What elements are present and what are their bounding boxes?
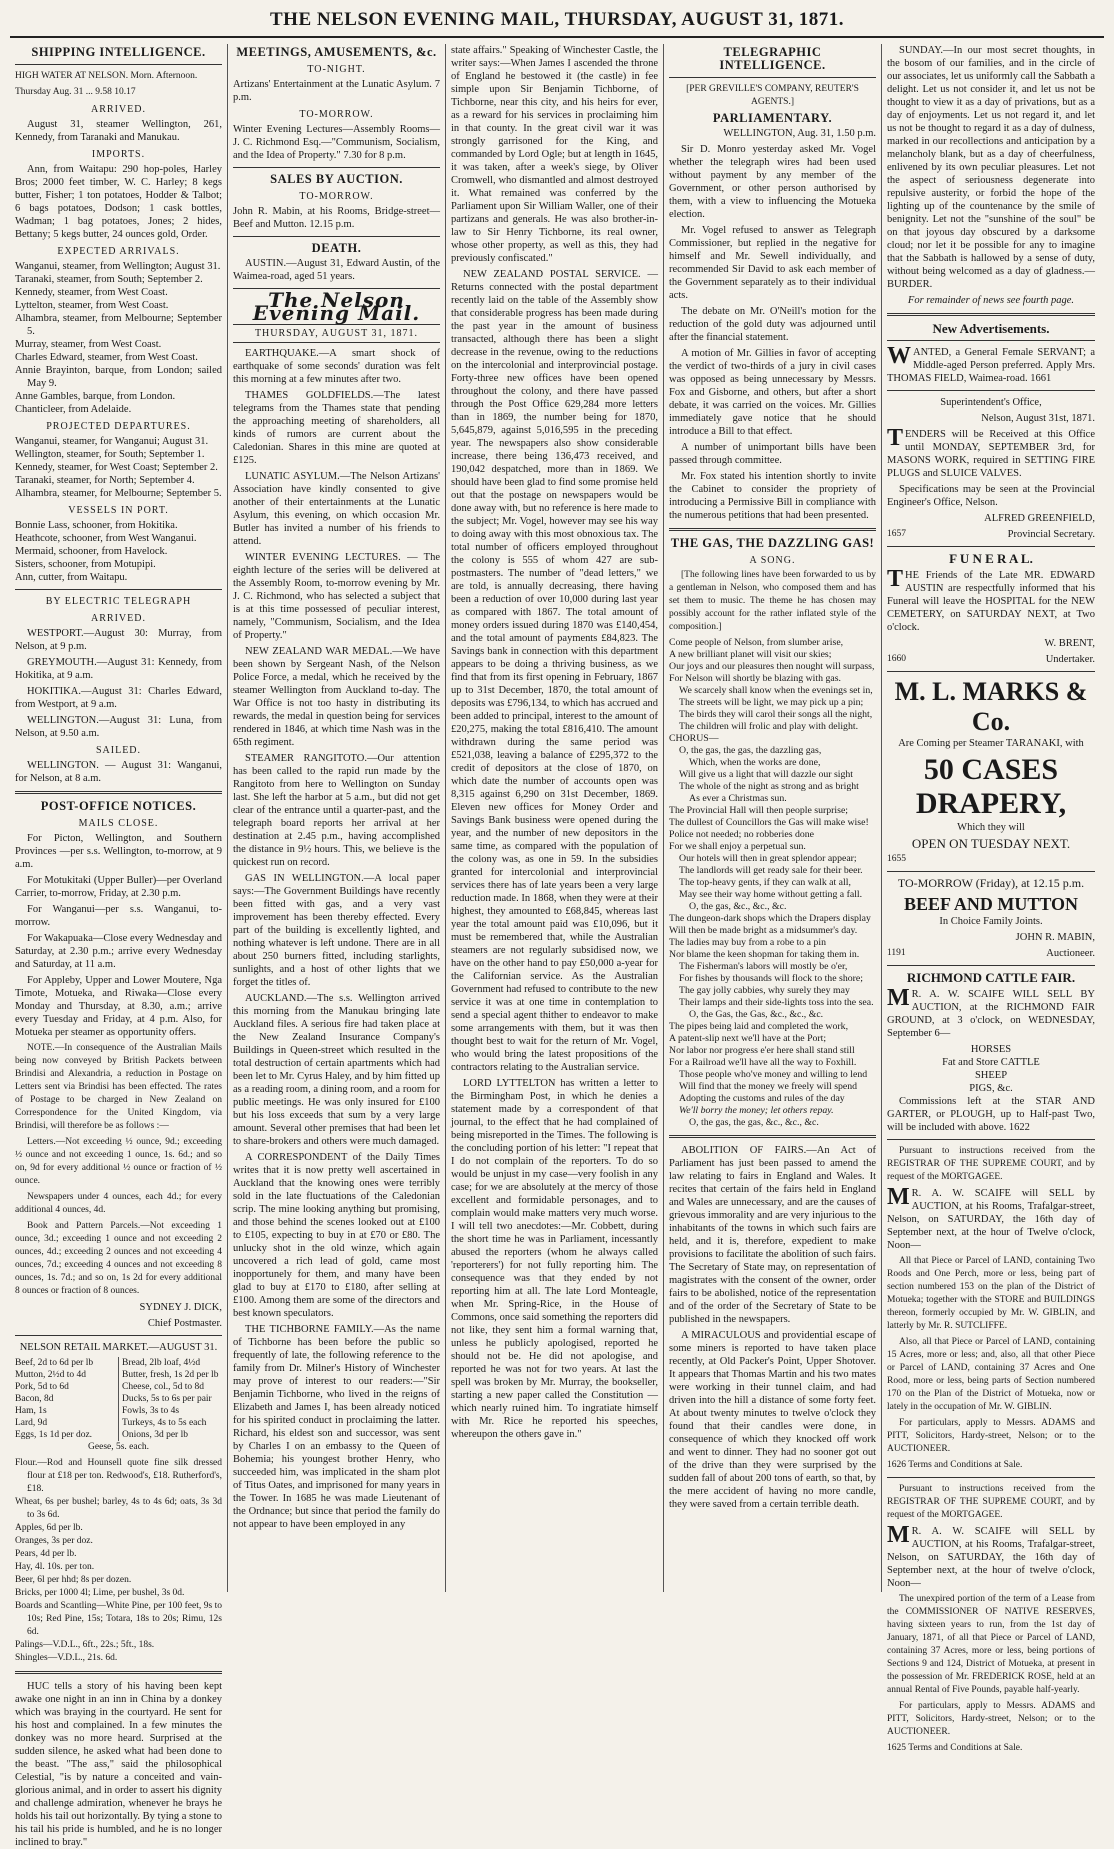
- mabin-role: Auctioneer.: [1046, 948, 1095, 959]
- column-1: [10, 44, 228, 1848]
- marks-ad-drapery: 50 CASES DRAPERY,: [915, 753, 1067, 820]
- divider: [233, 236, 440, 237]
- terms-line: 1626 Terms and Conditions at Sale.: [887, 1460, 1023, 1470]
- list-item: Sisters, schooner, from Motupipi.: [15, 559, 156, 570]
- divider: [669, 1135, 876, 1138]
- verse-line: The streets will be light, we may pick up a pin;: [679, 697, 864, 708]
- verse-line: Police not needed; no robberies done: [669, 829, 815, 840]
- list-item: HOKITIKA.—August 31: Charles Edward, from Westport, at 9 a.m.: [15, 686, 222, 710]
- scaife-ad: MR. A. W. SCAIFE will SELL by AUCTION, at his Rooms, Trafalgar-street, Nelson, on SATURDAY, the 16th day of September next, at the hour of twelve o'clock, Noon—: [887, 1522, 1095, 1589]
- lease-lot: The unexpired portion of the term of a Lease from the COMMISSIONER OF NATIVE RESERVES, having sixteen years to run, from the 1st day of January, 1871, of all that Piece or Parcel of LAND, containing 37 Acres, more or less, being portions of Sections 9 and 124, District of Motueka, at present in the possession of Mr. FREDERICK ROSE, held at an annual Rental of Five Pounds, payable half-yearly.: [887, 1594, 1095, 1695]
- signature-row: [887, 947, 1095, 960]
- list-item: For Wanganui—per s.s. Wanganui, to-morrow.: [15, 904, 222, 928]
- postage-note: NOTE.—In consequence of the Australian Mails being now conveyed by British Packets between Brindisi and Alexandria, a reduction in Postage on Letters sent via Brindisi has been effected. The rates of Postage to be charged in New Zealand on Correspondence for the United Kingdom, via Brindisi, will therefore be as follows :—: [15, 1043, 222, 1131]
- market-item: Lard, 9d: [15, 1418, 48, 1428]
- list-item: Annie Brayinton, barque, from London; sailed May 9.: [15, 365, 222, 389]
- verse-line: O, the gas, the gas, &c., &c., &c.: [689, 1117, 819, 1128]
- signature-row: [887, 653, 1095, 666]
- verse-line: For fishes by thousands will flock to the shore;: [679, 973, 863, 984]
- news-paragraph: EARTHQUAKE.—A smart shock of earthquake of some seconds' duration was felt this morning at a few minutes after two.: [233, 348, 440, 385]
- telegraph-source: [PER GREVILLE'S COMPANY, REUTER'S AGENTS.]: [686, 84, 859, 107]
- verse-line: May see their way home without getting a fall.: [679, 889, 863, 900]
- list-item: WESTPORT.—August 30: Murray, from Nelson, at 9 p.m.: [15, 628, 222, 652]
- divider: [887, 340, 1095, 341]
- sales-text: John R. Mabin, at his Rooms, Bridge-street—Beef and Mutton. 12.15 p.m.: [233, 206, 440, 230]
- tomorrow-ad: TO-MORROW (Friday), at 12.15 p.m.: [897, 876, 1085, 890]
- market-item: Oranges, 3s per doz.: [15, 1536, 93, 1546]
- list-item: Anne Gambles, barque, from London.: [15, 391, 176, 402]
- specifications-text: Specifications may be seen at the Provincial Engineer's Office, Nelson.: [887, 484, 1095, 508]
- column-3: [446, 44, 664, 1592]
- superintendent-date: Nelson, August 31st, 1871.: [981, 413, 1095, 424]
- telegraphic-title: TELEGRAPHIC INTELLIGENCE.: [719, 45, 826, 72]
- scaife-ad: MR. A. W. SCAIFE will SELL by AUCTION, at his Rooms, Trafalgar-street, Nelson, on SATURDAY, the 16th day of September next, at the hour of Twelve o'clock, Noon—: [887, 1184, 1095, 1251]
- list-item: Kennedy, steamer, for West Coast; September 2.: [15, 462, 218, 473]
- verse-line: We'll borry the money; let others repay.: [679, 1105, 834, 1116]
- expected-heading: EXPECTED ARRIVALS.: [57, 246, 180, 257]
- market-item: Fowls, 3s to 4s: [122, 1406, 180, 1416]
- remainder-note: For remainder of news see fourth page.: [907, 295, 1075, 306]
- mails-heading: MAILS CLOSE.: [78, 818, 159, 829]
- beef-mutton-heading: BEEF AND MUTTON: [903, 894, 1079, 914]
- divider: [15, 1335, 222, 1336]
- divider: [887, 671, 1095, 672]
- verse-line: Nor labor nor progress e'er here shall stand still: [669, 1045, 855, 1056]
- news-paragraph: A MIRACULOUS and providential escape of some miners is reported to have taken place recently, at Old Packer's Point, Upper Shotover. It appears that Thomas Martin and his two mates were working in their tunnel claim, and had driven into the hill a distance of some forty feet. At about twenty minutes to twelve o'clock they found that their candles were done, in consequence of which they knocked off work and went to dinner. They had no sooner got out of the drive than they were surprised by the sudden fall of about 200 tons of earth, so that, by the mere accident of having no more candle, they were saved from a certain terrible death.: [669, 1330, 876, 1510]
- news-paragraph: ABOLITION OF FAIRS.—An Act of Parliament has just been passed to amend the law relating to fairs in England and Wales. It recites that certain of the fairs held in England and Wales are unnecessary, and are the causes of grievous immorality and are very injurious to the inhabitants of the towns in which such fairs are held, and it is, therefore, expedient to make provisions to facilitate the abolition of such fairs. The Secretary of State may, on representation of magistrates with the consent of the owner, order fairs to be abolished, notice of the representation and of the order of the Secretary of State to be published in the newspapers.: [669, 1145, 876, 1325]
- paper-date: THURSDAY, AUGUST 31, 1871.: [233, 324, 440, 343]
- list-item: Taranaki, steamer, from South; September 2.: [15, 274, 203, 285]
- verse-line: Their lamps and their side-lights toss into the sea.: [679, 997, 874, 1008]
- list-item: Heathcote, schooner, from West Wanganui.: [15, 533, 197, 544]
- verse-line: The dullest of Councillors the Gas will make wise!: [669, 817, 869, 828]
- cattle-fair-title: RICHMOND CATTLE FAIR.: [906, 970, 1076, 985]
- letters-rates: Letters.—Not exceeding ½ ounce, 9d.; exceeding ½ ounce and not exceeding 1 ounce, 1s. 6d.; and so on, 9d for every additional ½ ounce or fraction of ½ ounce.: [15, 1137, 222, 1186]
- list-item: Alhambra, steamer, for Melbourne; September 5.: [15, 488, 222, 499]
- mabin-signature: JOHN R. MABIN,: [1015, 932, 1095, 943]
- land-lot: Also, all that Piece or Parcel of LAND, containing 15 Acres, more or less; and, also, all that other Piece or Parcel of LAND, containing 37 Acres and One Rood, more or less, being parts of Section numbered 170 on the Plan of the District of Motueka, now or lately in the occupation of Mr. W. GIBLIN.: [887, 1337, 1095, 1412]
- news-paragraph: WINTER EVENING LECTURES. — The eighth lecture of the series will be delivered at the Assembly Room, to-morrow evening by Mr. J. C. Richmond, who has selected a subject that is at this time possessed of peculiar interest, namely, "Communism, Socialism, and the Idea of Property.": [233, 552, 440, 641]
- pursuant-text: Pursuant to instructions received from the REGISTRAR OF THE SUPREME COURT, and by request of the MORTGAGEE.: [887, 1146, 1095, 1182]
- tomorrow-heading: TO-MORROW.: [299, 109, 374, 120]
- list-item: Bonnie Lass, schooner, from Hokitika.: [15, 520, 178, 531]
- news-paragraph: Mr. Fox stated his intention shortly to invite the Cabinet to consider the propriety of introducing a Permissive Bill in compliance with the numerous petitions that had been presented.: [669, 471, 876, 521]
- telegraph-heading: BY ELECTRIC TELEGRAPH: [45, 596, 192, 607]
- huc-anecdote: HUC tells a story of his having been kept awake one night in an inn in China by a donkey which was braying in the courtyard. He sent for his host and complained. In a few minutes the donkey was no more heard. Surprised at the sudden silence, he asked what had been done to the beast. "The ass," said the philosophical Celestial, "is by nature a conceited and vain-glorious animal, and in order to assert his dignity and challenge admiration, whenever he brays he holds his tail out horizontally. By tying a stone to his tail his pride is humbled, and he is no longer inclined to bray.": [15, 1681, 222, 1848]
- verse-line: Our joys and our pleasures then nought will surpass,: [669, 661, 875, 672]
- high-water-header: HIGH WATER AT NELSON. Morn. Afternoon.: [15, 71, 198, 81]
- verse-line: The gay jolly cabbies, why surely they may: [679, 985, 850, 996]
- tenders-ad: TENDERS will be Received at this Office until MONDAY, SEPTEMBER 3rd, for MASONS WORK, required in SETTING FIRE PLUGS and SLUICE VALVES.: [887, 425, 1095, 479]
- verse-line: The top-heavy gents, if they can walk at all,: [679, 877, 851, 888]
- verse-line: Will then be made bright as a midsummer's day.: [669, 925, 858, 936]
- news-paragraph: LORD LYTTELTON has written a letter to the Birmingham Post, in which he denies a statement made by a correspondent of that journal, to the effect that he had complained of being misreported in the Times. The following is the concluding portion of his letter: "I repeat that I do not complain of the reporters. To do so would be unjust in my case—very foolish in any case; for we are absolutely at the mercy of those excellent and formidable personages, and to complain would make matters very much worse. I will tell two anecdotes:—Mr. Cobbett, during the short time he was in Parliament, incessantly abused the reporters (whom he always called 'reporterers') for not fully reporting him. The consequence was that they ended by not reporting him at all. The late Lord Monteagle, when Mr. Spring-Rice, in the House of Commons, once said something the reporters did not like, they sent him a formal warning that, unless he publicly apologised, reported he should not be. He did not apologise, and reported he was not for two years. At last the spell was broken by Mr. Murray, the bookseller, starting a new paper called the Constitution — which nearly ruined him. To ingratiate himself with Mr. Rice he reported his speeches, whereupon the others gave in.": [451, 1078, 658, 1440]
- list-item: For Motukitaki (Upper Buller)—per Overland Carrier, to-morrow, Friday, at 2.30 p.m.: [15, 875, 222, 899]
- market-item: Beer, 6l per hhd; 8s per dozen.: [15, 1575, 132, 1585]
- imports-text: Ann, from Waitapu: 290 hop-poles, Harley Bros; 2000 feet timber, W. C. Harley; 8 kegs butter, Fisher; 1 ton potatoes, Hodder & Talbot; 6 bags potatoes, Dodson; 1 cask bottles, Wadman; 1 bag potatoes, Jones; 2 hides, Bettany; 5 kegs butter, 24 ounces gold, Order.: [15, 164, 222, 240]
- list-item: Mermaid, schooner, from Havelock.: [15, 546, 168, 557]
- market-item: Bread, 2lb loaf, 4½d: [122, 1358, 201, 1368]
- divider: [887, 546, 1095, 547]
- news-paragraph: AUCKLAND.—The s.s. Wellington arrived this morning from the Manukau bringing late Auckland files. A serious fire had taken place at the New Zealand Insurance Company's Buildings in Queen-street which resulted in the total destruction of certain apartments which had been let to Mr. Cyrus Haley, and by him fitted up as a reading room, a dining room, and a room for public meetings. He was only insured for £100 but his loss exceeds that sum by a very large amount. Several other premises that had been let to share-brokers and others were much damaged.: [233, 993, 440, 1147]
- arrived-text: August 31, steamer Wellington, 261, Kennedy, from Taranaki and Manukau.: [15, 119, 222, 143]
- verse-line: A new brilliant planet will visit our skies;: [669, 649, 832, 660]
- song-note: [The following lines have been forwarded to us by a gentleman in Nelson, who composed them and has set them to music. The theme he has chosen may possibly account for the rather inflated style of the composition.]: [669, 570, 876, 632]
- market-item: Flour.—Rod and Hounsell quote fine silk dressed flour at £18 per ton. Redwood's, £18. Rutherford's, £18.: [15, 1458, 222, 1494]
- news-paragraph: NEW ZEALAND WAR MEDAL.—We have been shown by Sergeant Nash, of the Nelson Police Force, a medal, which he received by the steamer Wellington from Auckland to-day. The War Office is not too hasty in distributing its rewards, the medal in question being for services rendered in 1846, at which time Nash was in the 65th regiment.: [233, 646, 440, 748]
- verse-line: For Nelson will shortly be blazing with gas.: [669, 673, 841, 684]
- list-item: Charles Edward, steamer, from West Coast.: [15, 352, 198, 363]
- news-paragraph: A CORRESPONDENT of the Daily Times writes that it is now pretty well ascertained in Auckland that the knowing ones were terribly sold in the late fluctuations of the Caledonian scrip. The mine looking anything but promising, and those behind the scenes looked out at £100 to £105, expecting to buy in at £70 or £80. The unlucky shot in the old winze, which again uncovered a rich lead of gold, came most inopportunely for them, and many have been glad to buy at £170 to £180, after selling at £100. Among them are some of the directors and best known speculators.: [233, 1152, 440, 1319]
- tomorrow-text: Winter Evening Lectures—Assembly Rooms—J. C. Richmond Esq.—"Communism, Socialism, and the Idea of Property." 7.30 for 8 p.m.: [233, 124, 440, 161]
- list-item: Wellington, steamer, for South; September 1.: [15, 449, 205, 460]
- marks-ad-name: M. L. MARKS & Co.: [894, 677, 1088, 736]
- list-item: Wanganui, steamer, for Wanganui; August 31.: [15, 436, 209, 447]
- parliamentary-title: PARLIAMENTARY.: [712, 111, 833, 125]
- divider: [233, 167, 440, 168]
- verse-line: O, the gas, the gas, the dazzling gas,: [679, 745, 822, 756]
- market-item: Hay, 4l. 10s. per ton.: [15, 1562, 95, 1572]
- verse-line: The birds they will carol their songs all the night,: [679, 709, 873, 720]
- land-lot: All that Piece or Parcel of LAND, containing Two Roods and One Perch, more or less, being part of section numbered 153 on the plan of the District of Motueka; together with the STORE and BUILDINGS thereon, formerly occupied by Mr. W. GIBLIN, and latterly by Mr. R. SUTCLIFFE.: [887, 1256, 1095, 1331]
- divider: [887, 1139, 1095, 1140]
- list-item: Lyttelton, steamer, from West Coast.: [15, 300, 169, 311]
- market-item: Shingles—V.D.L., 21s. 6d.: [15, 1653, 118, 1663]
- tele-sailed-heading: SAILED.: [95, 745, 142, 756]
- death-title: DEATH.: [311, 241, 362, 255]
- market-item: Wheat, 6s per bushel; barley, 4s to 4s 6d; oats, 3s 3d to 3s 6d.: [15, 1497, 222, 1520]
- list-item: WELLINGTON.—August 31: Luna, from Nelson, at 9.50 a.m.: [15, 715, 222, 739]
- tonight-heading: TO-NIGHT.: [307, 64, 366, 75]
- market-table: [15, 1357, 222, 1441]
- verse-line: The dungeon-dark shops which the Drapers display: [669, 913, 871, 924]
- ad-number: 1191: [887, 948, 906, 958]
- market-item: Bricks, per 1000 4l; Lime, per bushel, 3s 0d.: [15, 1588, 185, 1598]
- verse-line: The children will frolic and play with delight.: [679, 721, 859, 732]
- verse-line: Which, when the works are done,: [689, 757, 821, 768]
- postmaster-signature: SYDNEY J. DICK,: [139, 1302, 222, 1313]
- scaife-ad: MR. A. W. SCAIFE WILL SELL BY AUCTION, at the RICHMOND FAIR GROUND, at 3 o'clock, on WEDNESDAY, September 6—: [887, 985, 1095, 1039]
- verse-line: Our hotels will then in great splendor appear;: [679, 853, 857, 864]
- joints-text: In Choice Family Joints.: [939, 916, 1043, 927]
- verse-line: O, the Gas, the Gas, &c., &c., &c.: [689, 1009, 824, 1020]
- market-item: Bacon, 8d: [15, 1394, 54, 1404]
- market-item: Pork, 5d to 6d: [15, 1382, 69, 1392]
- divider: [887, 965, 1095, 966]
- market-item: Eggs, 1s 1d per doz.: [15, 1430, 93, 1440]
- divider: [15, 64, 222, 65]
- terms-line: 1625 Terms and Conditions at Sale.: [887, 1743, 1023, 1753]
- news-paragraph: Sir D. Monro yesterday asked Mr. Vogel whether the telegraph wires had been used without payment by any member of the Government, or other person authorised by them, with a view to influencing the Motueka election.: [669, 144, 876, 220]
- list-item: GREYMOUTH.—August 31: Kennedy, from Hokitika, at 9 a.m.: [15, 657, 222, 681]
- news-paragraph: STEAMER RANGITOTO.—Our attention has been called to the rapid run made by the Rangitoto from here to Wellington on Sunday last. She left the harbor at 5 a.m., but did not get clear of the entrance until a quarter-past, and the telegraph board reports her arrival at her destination at 2.45 p.m., having accomplished the distance in 9½ hours. This, we believe is the quickest run on record.: [233, 753, 440, 868]
- verse-line: The pipes being laid and completed the work,: [669, 1021, 849, 1032]
- verse-line: The whole of the night as strong and as bright: [679, 781, 859, 792]
- market-item: Ducks, 5s to 6s per pair: [122, 1394, 212, 1404]
- columns: [10, 44, 1104, 1848]
- commissions-text: Commissions left at the STAR AND GARTER, or PLOUGH, up to Half-past Two, will be included with above. 1622: [887, 1096, 1095, 1133]
- funeral-title: F U N E R A L.: [949, 551, 1033, 566]
- tele-arrived-heading: ARRIVED.: [91, 613, 146, 624]
- song-subtitle: A SONG.: [749, 555, 796, 566]
- projected-list: [15, 435, 222, 500]
- market-item: Ham, 1s: [15, 1406, 47, 1416]
- book-rates: Book and Pattern Parcels.—Not exceeding 1 ounce, 3d.; exceeding 1 ounce and not exceeding 2 ounces, 4d.; exceeding 2 ounces and not exceeding 4 ounces, 7d.; exceeding 4 ounces and not exceeding 8 ounces, 1s. 7d.; and so on, 1s 2d for every additional 8 ounces or fraction of 8 ounces.: [15, 1221, 222, 1296]
- new-ads-title: New Advertisements.: [932, 321, 1050, 336]
- ad-number: 1660: [887, 654, 906, 664]
- divider: [887, 313, 1095, 316]
- verse-line: The Provincial Hall will then people surprise;: [669, 805, 849, 816]
- market-item: Pears, 4d per lb.: [15, 1549, 77, 1559]
- news-paragraph: state affairs." Speaking of Winchester Castle, the writer says:—When James I ascended the throne of England he bestowed it (the castle) in fee simple upon Sir Benjamin Tichborne, of Tichborne, near this city, and his heirs for ever, as a reward for his services in proclaiming him in that county. In the great civil war it was strongly garrisoned for the King, and commanded by Lord Ogle; but at length in 1645, it was taken, after a week's siege, by Oliver Cromwell, who dismantled and almost destroyed it. What remained was conferred by the Parliament upon Sir William Waller, one of their partizans and generals. He was also brother-in-law to Sir Henry Tichborne, its real owner, whose other property, as well as this, they had previously confiscated.": [451, 45, 658, 264]
- divider: [15, 791, 222, 794]
- sunday-paragraph: SUNDAY.—In our most secret thoughts, in the bosom of our families, and in the circle of our associates, let us uniformly call the Sabbath a delight. Let us not consider it, and let us not be thought to view it as a day of privations, but as a day of enjoyments. Let us not regard it, and let us not be thought to regard it as a day of dulness, marked in our recollections and anticipation by a melancholy blank, but as a day of cheerfulness, enlivened by its own peculiar pleasures. Let not the aspect of seriousness degenerate into repulsive austerity, or forbid the hope of the lighting up of the countenance by the smile of benignity. Let not the "sunshine of the soul" be on that joyous day obscured by a darksome cloud; nor let it be possible for any to imagine that the Sabbath is hallowed by a sense of duty, without being welcomed as a day of gladness.—BURDER.: [887, 45, 1095, 290]
- verse-line: For a Railroad we'll have all the way to Foxhill.: [669, 1057, 857, 1068]
- verse-line: Nor blame the keen shopman for taking them in.: [669, 949, 860, 960]
- list-item: Kennedy, steamer, from West Coast.: [15, 287, 168, 298]
- verse-line: Come people of Nelson, from slumber arise,: [669, 637, 844, 648]
- particulars-text: For particulars, apply to Messrs. ADAMS and PITT, Solicitors, Hardy-street, Nelson; or to the AUCTIONEER.: [887, 1418, 1095, 1454]
- projected-heading: PROJECTED DEPARTURES.: [46, 421, 191, 432]
- arrived-heading: ARRIVED.: [91, 104, 146, 115]
- verse-line: For we shall enjoy a perpetual sun.: [669, 841, 806, 852]
- verse-line: O, the gas, &c., &c., &c.: [689, 901, 787, 912]
- news-paragraph: A motion of Mr. Gillies in favor of accepting the verdict of two-thirds of a jury in civil cases was opposed as being unnecessary by Messrs. Fox and Gisborne, and others, but after a short debate, it was carried on the voices. Mr. Gillies immediately gave notice that he should introduce a Bill to that effect.: [669, 348, 876, 437]
- tele-sailed-text: WELLINGTON. — August 31: Wanganui, for Nelson, at 8 a.m.: [15, 760, 222, 784]
- list-item: HORSES: [970, 1044, 1012, 1055]
- song-title: THE GAS, THE DAZZLING GAS!: [670, 536, 875, 550]
- ad-number: 1657: [887, 529, 906, 539]
- marks-ad-line: Are Coming per Steamer TARANAKI, with: [898, 738, 1084, 749]
- market-item: Butter, fresh, 1s 2d per lb: [122, 1370, 219, 1380]
- divider: [15, 589, 222, 590]
- list-item: PIGS, &c.: [969, 1083, 1013, 1094]
- undertaker-role: Undertaker.: [1045, 654, 1095, 665]
- divider: [887, 390, 1095, 391]
- news-paragraph: The debate on Mr. O'Neill's motion for the reduction of the gold duty was adjourned until after the financial statement.: [669, 306, 876, 343]
- funeral-text: THE Friends of the Late MR. EDWARD AUSTIN are respectfully informed that his Funeral will leave the HOSPITAL for the NEW CEMETERY, on SATURDAY NEXT, at Two o'clock.: [887, 566, 1095, 633]
- list-item: Alhambra, steamer, from Melbourne; September 5.: [15, 313, 222, 337]
- verse-line: We scarcely shall know when the evenings set in,: [679, 685, 873, 696]
- sales-title: SALES BY AUCTION.: [270, 172, 403, 186]
- list-item: Wanganui, steamer, from Wellington; August 31.: [15, 261, 221, 272]
- verse-line: The landlords will get ready sale for their beer.: [679, 865, 863, 876]
- postmaster-role: Chief Postmaster.: [147, 1318, 222, 1329]
- death-text: AUSTIN.—August 31, Edward Austin, of the Waimea-road, aged 51 years.: [233, 258, 440, 282]
- news-paragraph: THE TICHBORNE FAMILY.—As the name of Tichborne has been before the public so frequently of late, the following reference to the family from Dr. Milner's History of Winchester may prove of interest to our readers:—"Sir Benjamin Tichborne, who lived in the reigns of Elizabeth and James I, has been already noticed for his spirited conduct in proclaiming the latter. Richard, his eldest son and successor, was sent by Charles I on an embassy to the Queen of Bohemia; his youngest brother Henry, who succeeded him, was implicated in the sham plot of Titus Oates, and imprisoned for many years in the Tower. In 1685 he was made Lieutenant of the Ordnance; but since that period the family do not appear to have been employed in any: [233, 1324, 440, 1530]
- market-left: [15, 1357, 119, 1441]
- market-item: Cheese, col., 5d to 8d: [122, 1382, 205, 1392]
- undertaker-name: W. BRENT,: [1044, 638, 1095, 649]
- market-item: Palings—V.D.L., 6ft., 22s.; 5ft., 18s.: [15, 1640, 155, 1650]
- high-water-row: Thursday Aug. 31 ... 9.58 10.17: [15, 87, 136, 97]
- column-2: [228, 44, 446, 1592]
- list-item: Fat and Store CATTLE: [942, 1057, 1040, 1068]
- alfred-signature: ALFRED GREENFIELD,: [984, 513, 1095, 524]
- market-tail: [15, 1441, 222, 1665]
- list-item: For Picton, Wellington, and Southern Provinces —per s.s. Wellington, to-morrow, at 9 a.m.: [15, 833, 222, 870]
- verse-line: Will give us a light that will dazzle our sight: [679, 769, 854, 780]
- alfred-role: Provincial Secretary.: [1007, 529, 1095, 540]
- news-paragraph: A number of unimportant bills have been passed through committee.: [669, 442, 876, 466]
- marks-ad-open: OPEN ON TUESDAY NEXT.: [911, 836, 1071, 851]
- pursuant-text: Pursuant to instructions received from the REGISTRAR OF THE SUPREME COURT, and by request of the MORTGAGEE.: [887, 1484, 1095, 1520]
- wanted-ad: WANTED, a General Female SERVANT; a Middle-aged Person preferred. Apply Mrs. THOMAS FIELD, Waimea-road. 1661: [887, 343, 1095, 384]
- marks-ad-line: Which they will: [957, 822, 1025, 833]
- verse-line: Will find that the money we freely will spend: [679, 1081, 858, 1092]
- market-item: Beef, 2d to 6d per lb: [15, 1358, 94, 1368]
- list-item: For Appleby, Upper and Lower Moutere, Nga Timote, Motueka, and Riwaka—Close every Monday and Thursday, at 8.30, a.m.; arrive every Tuesday and Friday, at 4 p.m. Also, for Motueka per steamer as opportunity offers.: [15, 975, 222, 1038]
- market-item: Mutton, 2½d to 4d: [15, 1370, 86, 1380]
- verse-line: Adopting the customs and rules of the day: [679, 1093, 845, 1104]
- market-item: Turkeys, 4s to 5s each: [122, 1418, 207, 1428]
- verse-line: The ladies may buy from a robe to a pin: [669, 937, 826, 948]
- market-item: Onions, 3d per lb: [122, 1430, 188, 1440]
- imports-heading: IMPORTS.: [91, 149, 146, 160]
- particulars-text: For particulars, apply to Messrs. ADAMS and PITT, Solicitors, Hardy-street, Nelson; or to the AUCTIONEER.: [887, 1701, 1095, 1737]
- dateline: WELLINGTON, Aug. 31, 1.50 p.m.: [723, 128, 876, 139]
- masthead: THE NELSON EVENING MAIL, THURSDAY, AUGUST 31, 1871.: [10, 8, 1104, 38]
- verse-line: The Fisherman's labors will mostly be o'er,: [679, 961, 848, 972]
- newspapers-rates: Newspapers under 4 ounces, each 4d.; for every additional 4 ounces, 4d.: [15, 1192, 222, 1215]
- list-item: For Wakapuaka—Close every Wednesday and Saturday, at 2.30 p.m.; arrive every Wednesday and Saturday, at 11 a.m.: [15, 933, 222, 970]
- news-paragraph: GAS IN WELLINGTON.—A local paper says:—The Government Buildings have recently been fitted with gas, and a very vast improvement has been thereby effected. Every part of the building is excellently lighted, and nothing whatever is left undone. There are in all about 250 burners fitted, including starlights, sunlights, and a host of other lights that we forget the titles of.: [233, 873, 440, 988]
- divider: [669, 77, 876, 78]
- song-verses: [669, 637, 876, 1129]
- market-item: Boards and Scantling—White Pine, per 100 feet, 9s to 10s; Red Pine, 15s; Totara, 18s to 20s; Rimu, 12s 6d.: [15, 1601, 222, 1637]
- signature-row: [887, 528, 1095, 541]
- verse-line: A patent-slip next we'll have at the Port;: [669, 1033, 827, 1044]
- vessels-list: [15, 519, 222, 584]
- verse-line: Those people who've money and willing to lend: [679, 1069, 868, 1080]
- divider: [15, 1671, 222, 1674]
- list-item: SHEEP: [974, 1070, 1008, 1081]
- verse-line: As ever a Christmas sun.: [689, 793, 787, 804]
- vessels-heading: VESSELS IN PORT.: [68, 505, 169, 516]
- market-right: [119, 1357, 222, 1441]
- list-item: Ann, cutter, from Waitapu.: [15, 572, 128, 583]
- divider: [669, 528, 876, 531]
- shipping-title: SHIPPING INTELLIGENCE.: [31, 45, 206, 59]
- column-4: [664, 44, 882, 1592]
- meetings-title: MEETINGS, AMUSEMENTS, &c.: [236, 45, 437, 59]
- tonight-text: Artizans' Entertainment at the Lunatic Asylum. 7 p.m.: [233, 79, 440, 103]
- post-office-title: POST-OFFICE NOTICES.: [40, 799, 197, 813]
- list-item: Murray, steamer, from West Coast.: [15, 339, 162, 350]
- verse-line: CHORUS—: [669, 733, 719, 744]
- sales-tomorrow-heading: TO-MORROW.: [299, 191, 374, 202]
- stock-list: [887, 1043, 1095, 1095]
- divider: [887, 1477, 1095, 1478]
- market-title: NELSON RETAIL MARKET.—AUGUST 31.: [19, 1342, 218, 1353]
- list-item: Chanticleer, from Adelaide.: [15, 404, 132, 415]
- market-item: Geese, 5s. each.: [88, 1442, 149, 1452]
- news-paragraph: THAMES GOLDFIELDS.—The latest telegrams from the Thames state that pending the approaching meeting of shareholders, all kinds of rumors are current about the Caledonian. Shares in this mine are quoted at £125.: [233, 390, 440, 466]
- paper-nameplate: The Nelson Evening Mail.: [252, 288, 421, 325]
- list-item: Taranaki, steamer, for North; September 4.: [15, 475, 195, 486]
- divider: [887, 871, 1095, 872]
- superintendent-office: Superintendent's Office,: [940, 397, 1042, 408]
- market-item: Apples, 6d per lb.: [15, 1523, 83, 1533]
- news-paragraph: LUNATIC ASYLUM.—The Nelson Artizans' Association have kindly consented to give another of their entertainments at the Lunatic Asylum, this evening, on which occasion Mr. Butler has invited a number of his friends to attend.: [233, 471, 440, 547]
- news-paragraph: Mr. Vogel refused to answer as Telegraph Commissioner, but replied in the negative for himself and Mr. Sewell individually, and recommended Sir David to ask each member of the Government separately as to their individual acts.: [669, 225, 876, 301]
- column-5: [882, 44, 1100, 1753]
- ad-number: 1655: [887, 854, 906, 864]
- news-paragraph: NEW ZEALAND POSTAL SERVICE. — Returns connected with the postal department recently laid on the table of the Assembly show that considerable progress has been made during the past year in the amount of business transacted, although there has been a slight decrease in the revenue, owing to the reductions on the intercolonial and interprovincial postage. Forty-three new offices have been opened throughout the colony, and there have passed through the Post Office 629,284 more letters than in 1869, the number being for 1870, 5,645,879, against 5,016,595 in the preceding year. The newspapers also show considerable increase, there being 136,473 received, and 190,042 despatched, more than in 1869. We should have been glad to find some promise held out that the postage on newspapers would be done away with, but no reference is here made to the subject; Mr. Vogel, however may see his way to doing away with this most obnoxious tax. The total number of officers employed throughout the colony is 555 of whom 427 are sub-postmasters. The number of "dead letters," we are told, is annually decreasing, there having been a reduction of over 10,000 during last year as compared with 1867. The total amount of money orders issued during 1870 was £140,454, and the total amount of payments £84,823. The Savings bank in connection with this department appears to be doing a thriving business, as we find that from its first opening in February, 1867 up to 31st December, 1870, the total amount of deposits was £796,134, to which has accrued and been added to principal, interest to the amount of £20,275, making the total £816,410. The amount withdrawn during the same period was £521,038, leaving a balance of £295,372 to the credit of depositors at the close of 1870, on which date the number of accounts open was 8,315 against 6,290 on 31st December, 1869. Eleven new offices for Money Order and Savings Bank business were opened during the year, and the number of new depositors in the same time, as compared with the population of the colony was, as one in 59. In the subsidies granted for intercolonial and interprovincial services there has of late years been a very large reduction made. In 1868, when they were at their highest, they amounted to £68,845, whereas last year the total amount paid was £10,096, but it must be remembered that, while the Australian steamers are not regularly subsidised now, we have on the other hand to pay £50,000 a-year for the Californian service. As the Australian Government had refused to contribute to the new service it was at one time in contemplation to send a special agent thither to endeavor to make some arrangements with them, but it was then thought best to wait for the return of Mr. Vogel, who would bring the latest propositions of the contractors relating to the Australian service.: [451, 269, 658, 1073]
- expected-list: [15, 260, 222, 416]
